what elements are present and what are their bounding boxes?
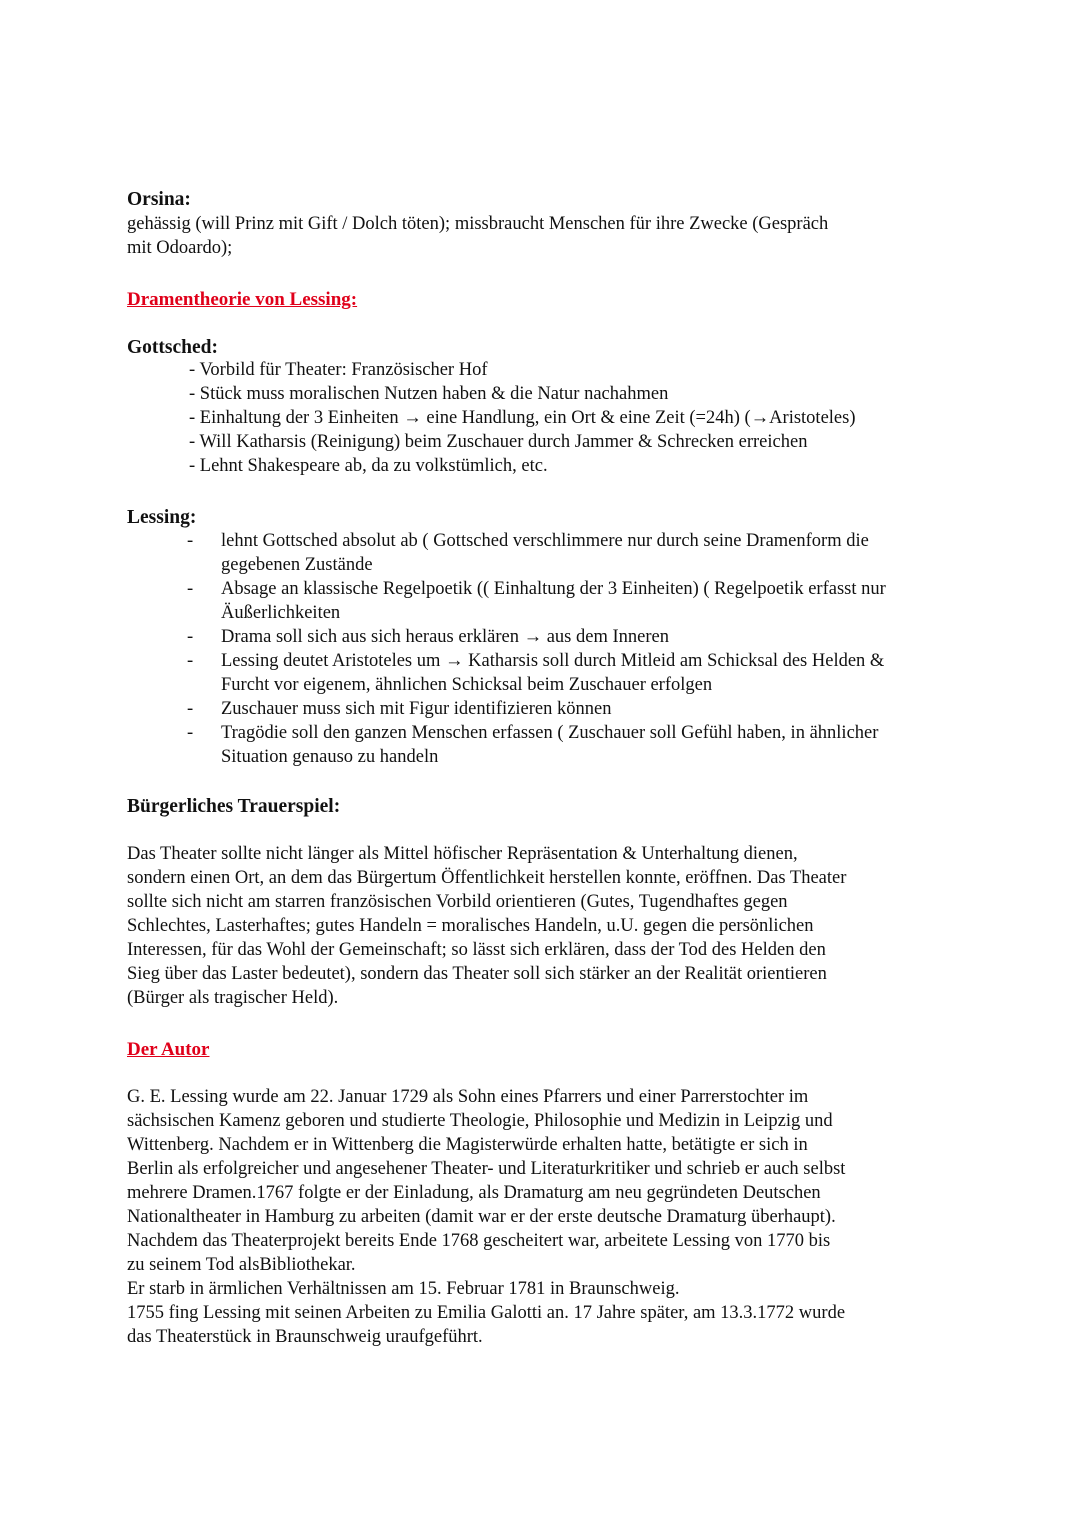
paragraph-line: Interessen, für das Wohl der Gemeinschaft; so lässt sich erklären, dass der Tod des Helden den (127, 940, 826, 960)
gottsched-list (189, 358, 856, 478)
lessing-item (187, 721, 947, 769)
paragraph-line: Das Theater sollte nicht länger als Mittel höfischer Repräsentation & Unterhaltung dienen, (127, 844, 798, 864)
paragraph-line: sollte sich nicht am starren französischen Vorbild orientieren (Gutes, Tugendhaftes gegen (127, 892, 788, 912)
paragraph-line: sondern einen Ort, an dem das Bürgertum Öffentlichkeit herstellen konnte, eröffnen. Das Theater (127, 868, 847, 888)
gottsched-item: - Stück muss moralischen Nutzen haben & die Natur nachahmen (189, 384, 669, 404)
gottsched-item: - Einhaltung der 3 Einheiten → eine Handlung, ein Ort & eine Zeit (=24h) (→Aristoteles) (189, 408, 856, 428)
bullet-dash: - (187, 699, 194, 719)
orsina-section (127, 188, 828, 260)
buergerliches-trauerspiel-paragraph (127, 842, 897, 1010)
paragraph-line: (Bürger als tragischer Held). (127, 988, 339, 1008)
paragraph-line: sächsischen Kamenz geboren und studierte Theologie, Philosophie und Medizin in Leipzig und (127, 1111, 833, 1131)
lessing-item (187, 697, 947, 721)
paragraph-line: Er starb in ärmlichen Verhältnissen am 15. Februar 1781 in Braunschweig. (127, 1279, 680, 1299)
bullet-dash: - (187, 723, 194, 743)
bullet-dash: - (187, 651, 194, 671)
lessing-item (187, 529, 947, 577)
paragraph-line: mehrere Dramen.1767 folgte er der Einladung, als Dramaturg am neu gegründeten Deutschen (127, 1183, 821, 1203)
bullet-dash: - (187, 579, 194, 599)
paragraph-line: Sieg über das Laster bedeutet), sondern das Theater soll sich stärker an der Realität orientieren (127, 964, 827, 984)
lessing-item-text: Tragödie soll den ganzen Menschen erfassen ( Zuschauer soll Gefühl haben, in ähnlicher Situation genauso zu handeln (221, 723, 879, 767)
gottsched-heading: Gottsched: (127, 337, 218, 358)
orsina-line-1: gehässig (will Prinz mit Gift / Dolch töten); missbraucht Menschen für ihre Zwecke (Gespräch (127, 214, 829, 234)
paragraph-line: Wittenberg. Nachdem er in Wittenberg die Magisterwürde erhalten hatte, betätigte er sich in (127, 1135, 808, 1155)
der-autor-paragraph (127, 1085, 897, 1349)
der-autor-heading: Der Autor (127, 1039, 210, 1060)
lessing-item-text: Zuschauer muss sich mit Figur identifizieren können (221, 699, 612, 719)
gottsched-item: - Lehnt Shakespeare ab, da zu volkstümlich, etc. (189, 456, 548, 476)
lessing-item-text: Absage an klassische Regelpoetik (( Einhaltung der 3 Einheiten) ( Regelpoetik erfasst nur Äußerlichkeiten (221, 579, 886, 623)
gottsched-item: - Will Katharsis (Reinigung) beim Zuschauer durch Jammer & Schrecken erreichen (189, 432, 808, 452)
paragraph-line: das Theaterstück in Braunschweig uraufgeführt. (127, 1327, 483, 1347)
orsina-heading: Orsina: (127, 189, 191, 210)
lessing-item-text: Drama soll sich aus sich heraus erklären → aus dem Inneren (221, 627, 669, 647)
paragraph-line: zu seinem Tod alsBibliothekar. (127, 1255, 356, 1275)
paragraph-line: Nachdem das Theaterprojekt bereits Ende 1768 gescheitert war, arbeitete Lessing von 1770 bis (127, 1231, 831, 1251)
lessing-item (187, 577, 947, 625)
lessing-item (187, 625, 947, 649)
gottsched-item: - Vorbild für Theater: Französischer Hof (189, 360, 488, 380)
lessing-item (187, 649, 947, 697)
bullet-dash: - (187, 531, 194, 551)
paragraph-line: Berlin als erfolgreicher und angesehener Theater- und Literaturkritiker und schrieb er auch selbst (127, 1159, 846, 1179)
lessing-list (187, 529, 947, 769)
buergerliches-trauerspiel-heading: Bürgerliches Trauerspiel: (127, 796, 341, 817)
lessing-item-text: Lessing deutet Aristoteles um → Katharsis soll durch Mitleid am Schicksal des Helden & Furcht vor eigenem, ähnlichen Schicksal beim Zuschauer erfolgen (221, 651, 885, 695)
lessing-item-text: lehnt Gottsched absolut ab ( Gottsched verschlimmere nur durch seine Dramenform die gegebenen Zustände (221, 531, 869, 575)
paragraph-line: G. E. Lessing wurde am 22. Januar 1729 als Sohn eines Pfarrers und einer Parrerstochter im (127, 1087, 809, 1107)
orsina-line-2: mit Odoardo); (127, 238, 233, 258)
paragraph-line: Schlechtes, Lasterhaftes; gutes Handeln = moralisches Handeln, u.U. gegen die persönlichen (127, 916, 814, 936)
paragraph-line: Nationaltheater in Hamburg zu arbeiten (damit war er der erste deutsche Dramaturg überhaupt). (127, 1207, 836, 1227)
lessing-heading: Lessing: (127, 507, 197, 528)
bullet-dash: - (187, 627, 194, 647)
dramentheorie-heading: Dramentheorie von Lessing: (127, 289, 358, 310)
paragraph-line: 1755 fing Lessing mit seinen Arbeiten zu Emilia Galotti an. 17 Jahre später, am 13.3.1772 wurde (127, 1303, 846, 1323)
